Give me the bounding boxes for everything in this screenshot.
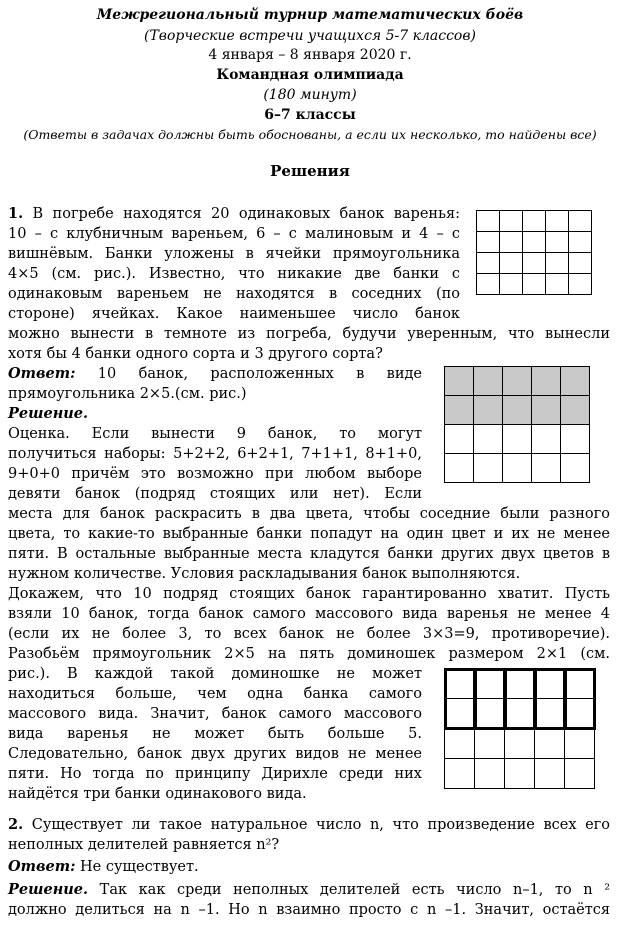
duration-line: (180 минут) bbox=[263, 87, 357, 103]
problem2-line-1: 2. Существует ли такое натуральное число n, что произведение всех его bbox=[8, 816, 611, 833]
tournament-title: Межрегиональный турнир математических боёв bbox=[96, 7, 524, 23]
meetings-subtitle: (Творческие встречи учащихся 5-7 классов) bbox=[144, 28, 476, 44]
problem2-answer: Ответ: Не существует. bbox=[8, 858, 199, 875]
problem1-solution-line-6: цвета, то какие-то выбранные банки попадут на один цвет и их не менее bbox=[8, 526, 610, 542]
problem1-solution-line-2: получиться наборы: 5+2+2, 6+2+1, 7+1+1, 8+1+0, bbox=[8, 446, 422, 462]
solutions-heading: Решения bbox=[270, 162, 350, 180]
problem1-line-2: 10 – с клубничным вареньем, 6 – с малиновым и 4 – с bbox=[8, 226, 460, 242]
problem1-line-3: вишнёвым. Банки уложены в ячейки прямоугольника bbox=[8, 246, 460, 262]
problem1-answer-line-1: Ответ: 10 банок, расположенных в виде bbox=[8, 365, 422, 382]
problem1-solution-line-9: Докажем, что 10 подряд стоящих банок гарантированно хватит. Пусть bbox=[8, 586, 610, 602]
problem1-line-7: можно вынести в темноте из погреба, будучи уверенным, что вынесли bbox=[8, 326, 610, 342]
problem1-line-6: стороне) ячейках. Какое наименьшее число банок bbox=[8, 306, 460, 322]
problem1-solution-line-3: 9+0+0 причём это возможно при любом выборе bbox=[8, 466, 422, 482]
problem1-solution-line-10: взяли 10 банок, тогда банок самого массового вида варенья не менее 4 bbox=[8, 606, 610, 622]
problem1-line-4: 4×5 (см. рис.). Известно, что никакие две банки с bbox=[8, 266, 460, 282]
figure-grid-dominoes bbox=[444, 668, 595, 789]
problem1-solution-line-5: места для банок раскрасить в два цвета, чтобы соседние были разного bbox=[8, 506, 610, 522]
problem1-solution-line-11: (если их не более 3, то всех банок не более 3×3=9, противоречие). bbox=[8, 626, 610, 642]
instructions-note: (Ответы в задачах должны быть обоснованы, а если их несколько, то найдены все) bbox=[23, 127, 597, 142]
problem1-solution-line-16: вида варенья не может быть больше 5. bbox=[8, 726, 422, 742]
problem1-line-5: одинаковым вареньем не находятся в соседних (по bbox=[8, 286, 460, 302]
problem1-solution-label: Решение. bbox=[8, 405, 89, 422]
problem1-solution-line-14: находиться больше, чем одна банка самого bbox=[8, 686, 422, 702]
problem1-answer-line-2: прямоугольника 2×5.(см. рис.) bbox=[8, 386, 247, 402]
problem1-solution-line-18: пяти. Но тогда по принципу Дирихле среди них bbox=[8, 766, 422, 782]
grades-line: 6–7 классы bbox=[264, 107, 356, 123]
problem1-solution-line-19: найдётся три банки одинакового вида. bbox=[8, 786, 307, 802]
problem1-line-1: 1. В погребе находятся 20 одинаковых банок варенья: bbox=[8, 205, 461, 222]
problem1-solution-line-4: девяти банок (подряд стоящих или нет). Если bbox=[8, 486, 422, 502]
problem1-solution-line-12: Разобьём прямоугольник 2×5 на пять доминошек размером 2×1 (см. bbox=[8, 646, 610, 662]
problem2-solution-line-2: должно делиться на n –1. Но n взаимно просто с n –1. Значит, остаётся bbox=[8, 902, 610, 918]
dates-line: 4 января – 8 января 2020 г. bbox=[208, 47, 412, 63]
problem1-solution-line-8: нужном количестве. Условия раскладывания банок выполняются. bbox=[8, 566, 521, 582]
problem1-solution-line-15: массового вида. Значит, банок самого массового bbox=[8, 706, 422, 722]
problem2-line-2: неполных делителей равняется n²? bbox=[8, 837, 280, 853]
problem1-solution-line-7: пяти. В остальные выбранные места кладутся банки других двух цветов в bbox=[8, 546, 610, 562]
problem1-solution-line-17: Следовательно, банок двух других видов не менее bbox=[8, 746, 422, 762]
figure-grid-4x5 bbox=[476, 210, 592, 295]
problem1-solution-line-1: Оценка. Если вынести 9 банок, то могут bbox=[8, 426, 422, 442]
problem1-solution-line-13: рис.). В каждой такой доминошке не может bbox=[8, 666, 422, 682]
problem1-line-8: хотя бы 4 банки одного сорта и 3 другого сорта? bbox=[8, 346, 383, 362]
figure-grid-shaded bbox=[444, 366, 590, 483]
olympiad-title: Командная олимпиада bbox=[216, 67, 404, 83]
problem2-solution-line-1: Решение. Так как среди неполных делителей есть число n–1, то n ² bbox=[8, 881, 611, 898]
